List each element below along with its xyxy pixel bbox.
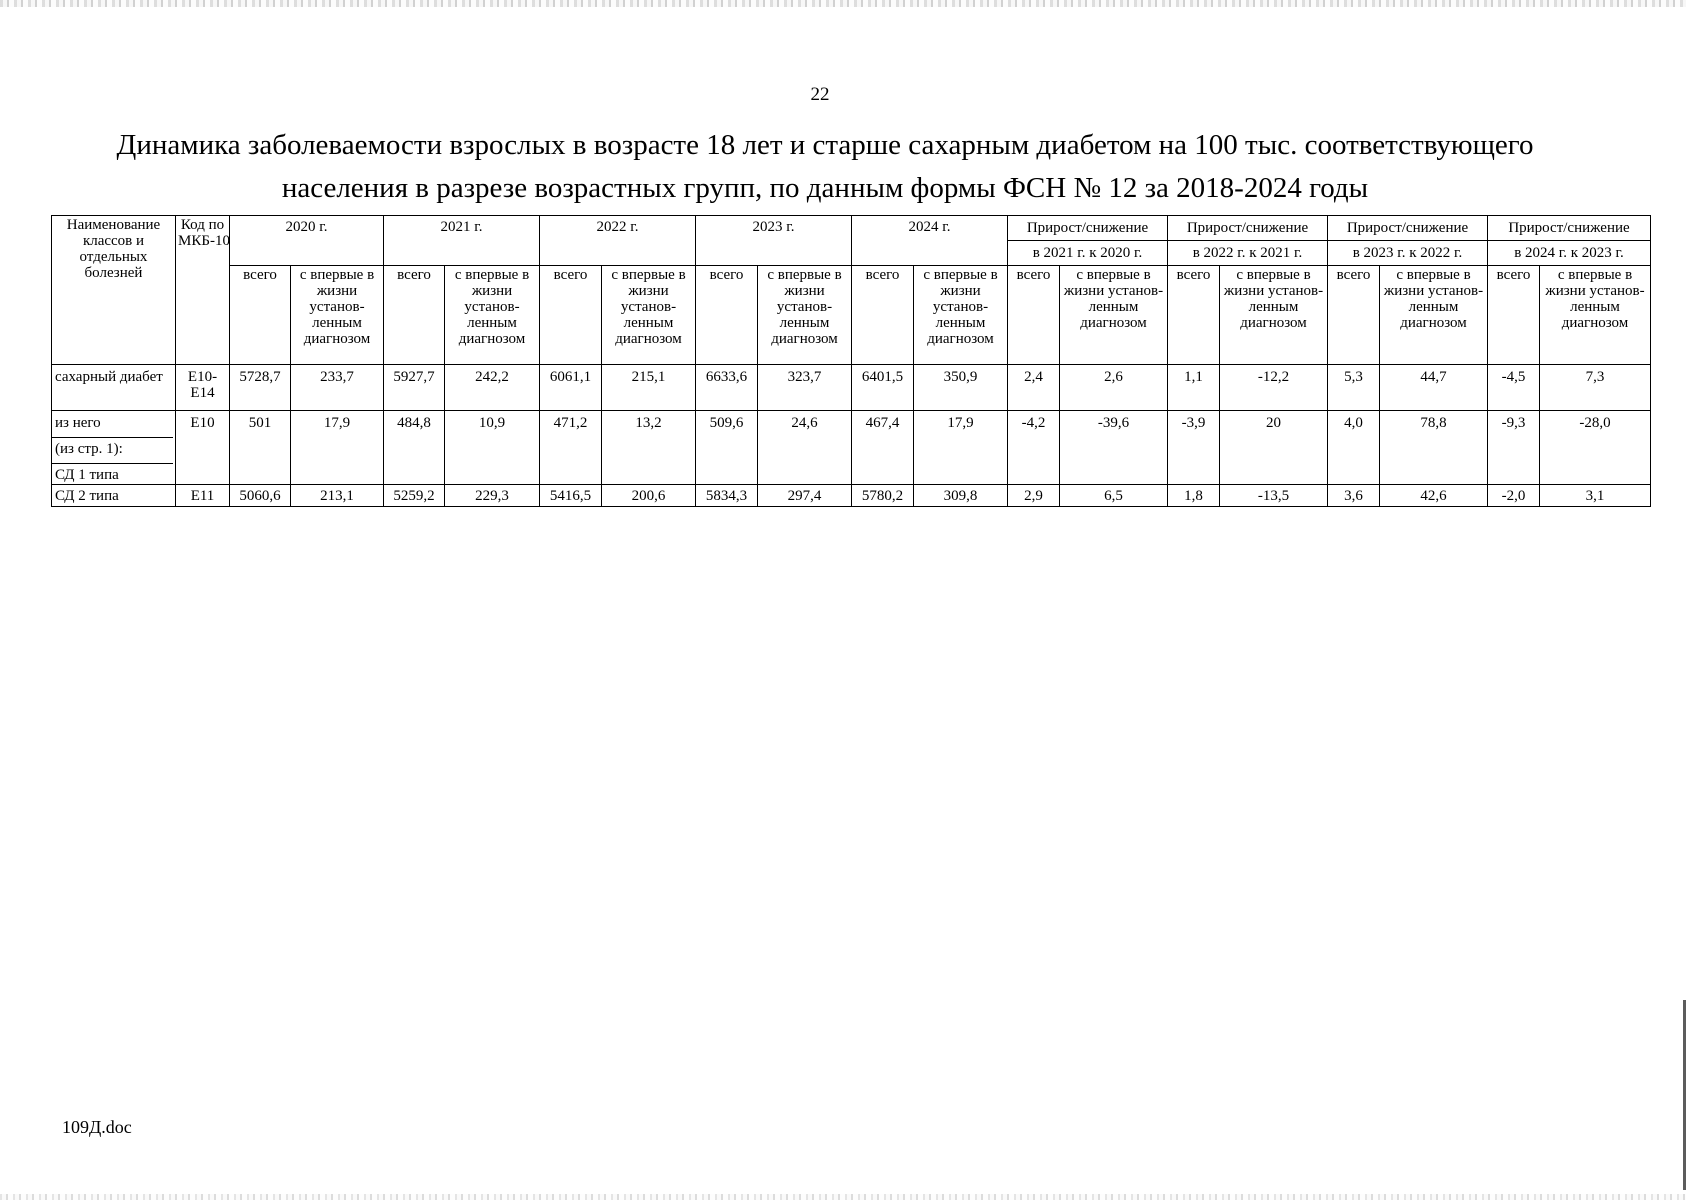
table-cell: 10,9 [445,411,540,485]
table-cell: 17,9 [914,411,1008,485]
table-cell: -2,0 [1488,485,1540,507]
table-cell: 242,2 [445,365,540,411]
row-name-line: из него [55,415,101,431]
row-code: E11 [176,485,230,507]
header-first-time: с впервые в жизни установ-ленным диагнозом [1220,266,1328,365]
incidence-table [51,215,1651,507]
table-cell: -4,5 [1488,365,1540,411]
header-name: Наименование классов и отдельных болезней [52,216,176,365]
table-cell: 471,2 [540,411,602,485]
document-title [40,124,1610,210]
header-row-3 [52,266,1651,365]
row-name: СД 2 типа [52,485,176,507]
title-line-2: населения в разрезе возрастных групп, по данным формы ФСН № 12 за 2018-2024 годы [281,172,1369,204]
header-first-time: с впервые в жизни установ-ленным диагнозом [602,266,696,365]
header-year-2020: 2020 г. [230,216,384,266]
table-cell: 233,7 [291,365,384,411]
row-code: E10 [176,411,230,485]
table-cell: 1,8 [1168,485,1220,507]
table-cell: 5728,7 [230,365,291,411]
table-cell: 20 [1220,411,1328,485]
header-period-2: в 2022 г. к 2021 г. [1168,241,1328,266]
header-first-time: с впервые в жизни установ-ленным диагнозом [291,266,384,365]
table-cell: 5780,2 [852,485,914,507]
table-cell: 3,6 [1328,485,1380,507]
table-cell: 24,6 [758,411,852,485]
table-cell: 2,9 [1008,485,1060,507]
table-cell: -3,9 [1168,411,1220,485]
table-cell: 309,8 [914,485,1008,507]
page-number: 22 [810,84,830,105]
header-increase-1: Прирост/снижение [1008,216,1168,241]
header-row-1 [52,216,1651,241]
footer-filename: 109Д.doc [62,1117,132,1137]
header-year-2024: 2024 г. [852,216,1008,266]
table-cell: 3,1 [1540,485,1651,507]
header-year-2023: 2023 г. [696,216,852,266]
table-cell: 5,3 [1328,365,1380,411]
header-first-time: с впервые в жизни установ-ленным диагнозом [758,266,852,365]
header-period-4: в 2024 г. к 2023 г. [1488,241,1651,266]
header-first-time: с впервые в жизни установ-ленным диагнозом [1380,266,1488,365]
header-total: всего [1008,266,1060,365]
table-cell: 5060,6 [230,485,291,507]
header-first-time: с впервые в жизни установ-ленным диагнозом [914,266,1008,365]
scan-edge-bottom [0,1194,1686,1200]
header-year-2021: 2021 г. [384,216,540,266]
table-cell: -28,0 [1540,411,1651,485]
table-cell: -4,2 [1008,411,1060,485]
table-cell: 13,2 [602,411,696,485]
table-cell: 229,3 [445,485,540,507]
header-first-time: с впервые в жизни установ-ленным диагнозом [1060,266,1168,365]
table-cell: 7,3 [1540,365,1651,411]
table-cell: 4,0 [1328,411,1380,485]
table-row [52,485,1651,507]
table-cell: 6401,5 [852,365,914,411]
table-cell: -12,2 [1220,365,1328,411]
table-cell: 2,6 [1060,365,1168,411]
header-total: всего [1328,266,1380,365]
table-cell: 467,4 [852,411,914,485]
table-cell: 200,6 [602,485,696,507]
row-name-line: СД 1 типа [52,463,173,483]
table-row [52,411,1651,485]
table-cell: 78,8 [1380,411,1488,485]
header-code: Код по МКБ-10 [176,216,230,365]
table-cell: 1,1 [1168,365,1220,411]
table-cell: 484,8 [384,411,445,485]
header-total: всего [1488,266,1540,365]
table-cell: 6,5 [1060,485,1168,507]
scan-edge-top [0,0,1686,7]
header-total: всего [1168,266,1220,365]
row-name: сахарный диабет [52,365,176,411]
table-cell: 215,1 [602,365,696,411]
header-increase-3: Прирост/снижение [1328,216,1488,241]
table-cell: 5416,5 [540,485,602,507]
row-name [52,411,176,485]
table-cell: 213,1 [291,485,384,507]
header-total: всего [540,266,602,365]
table-cell: 297,4 [758,485,852,507]
header-first-time: с впервые в жизни установ-ленным диагнозом [1540,266,1651,365]
table-cell: 5259,2 [384,485,445,507]
table-cell: 42,6 [1380,485,1488,507]
table-cell: -9,3 [1488,411,1540,485]
row-code: E10-E14 [176,365,230,411]
table-cell: 509,6 [696,411,758,485]
table-cell: 323,7 [758,365,852,411]
table-cell: -13,5 [1220,485,1328,507]
table-cell: 5834,3 [696,485,758,507]
table-cell: 2,4 [1008,365,1060,411]
table-cell: -39,6 [1060,411,1168,485]
table-cell: 5927,7 [384,365,445,411]
table-cell: 6633,6 [696,365,758,411]
header-year-2022: 2022 г. [540,216,696,266]
header-first-time: с впервые в жизни установ-ленным диагнозом [445,266,540,365]
header-total: всего [852,266,914,365]
row-name-line: (из стр. 1): [52,437,173,457]
table-cell: 350,9 [914,365,1008,411]
table-row [52,365,1651,411]
header-increase-4: Прирост/снижение [1488,216,1651,241]
table-cell: 44,7 [1380,365,1488,411]
table-cell: 6061,1 [540,365,602,411]
header-period-1: в 2021 г. к 2020 г. [1008,241,1168,266]
header-period-3: в 2023 г. к 2022 г. [1328,241,1488,266]
title-line-1: Динамика заболеваемости взрослых в возрасте 18 лет и старше сахарным диабетом на 100 тыс. соответствующего [116,129,1534,161]
header-total: всего [230,266,291,365]
header-increase-2: Прирост/снижение [1168,216,1328,241]
table-cell: 17,9 [291,411,384,485]
header-total: всего [384,266,445,365]
table-cell: 501 [230,411,291,485]
header-total: всего [696,266,758,365]
